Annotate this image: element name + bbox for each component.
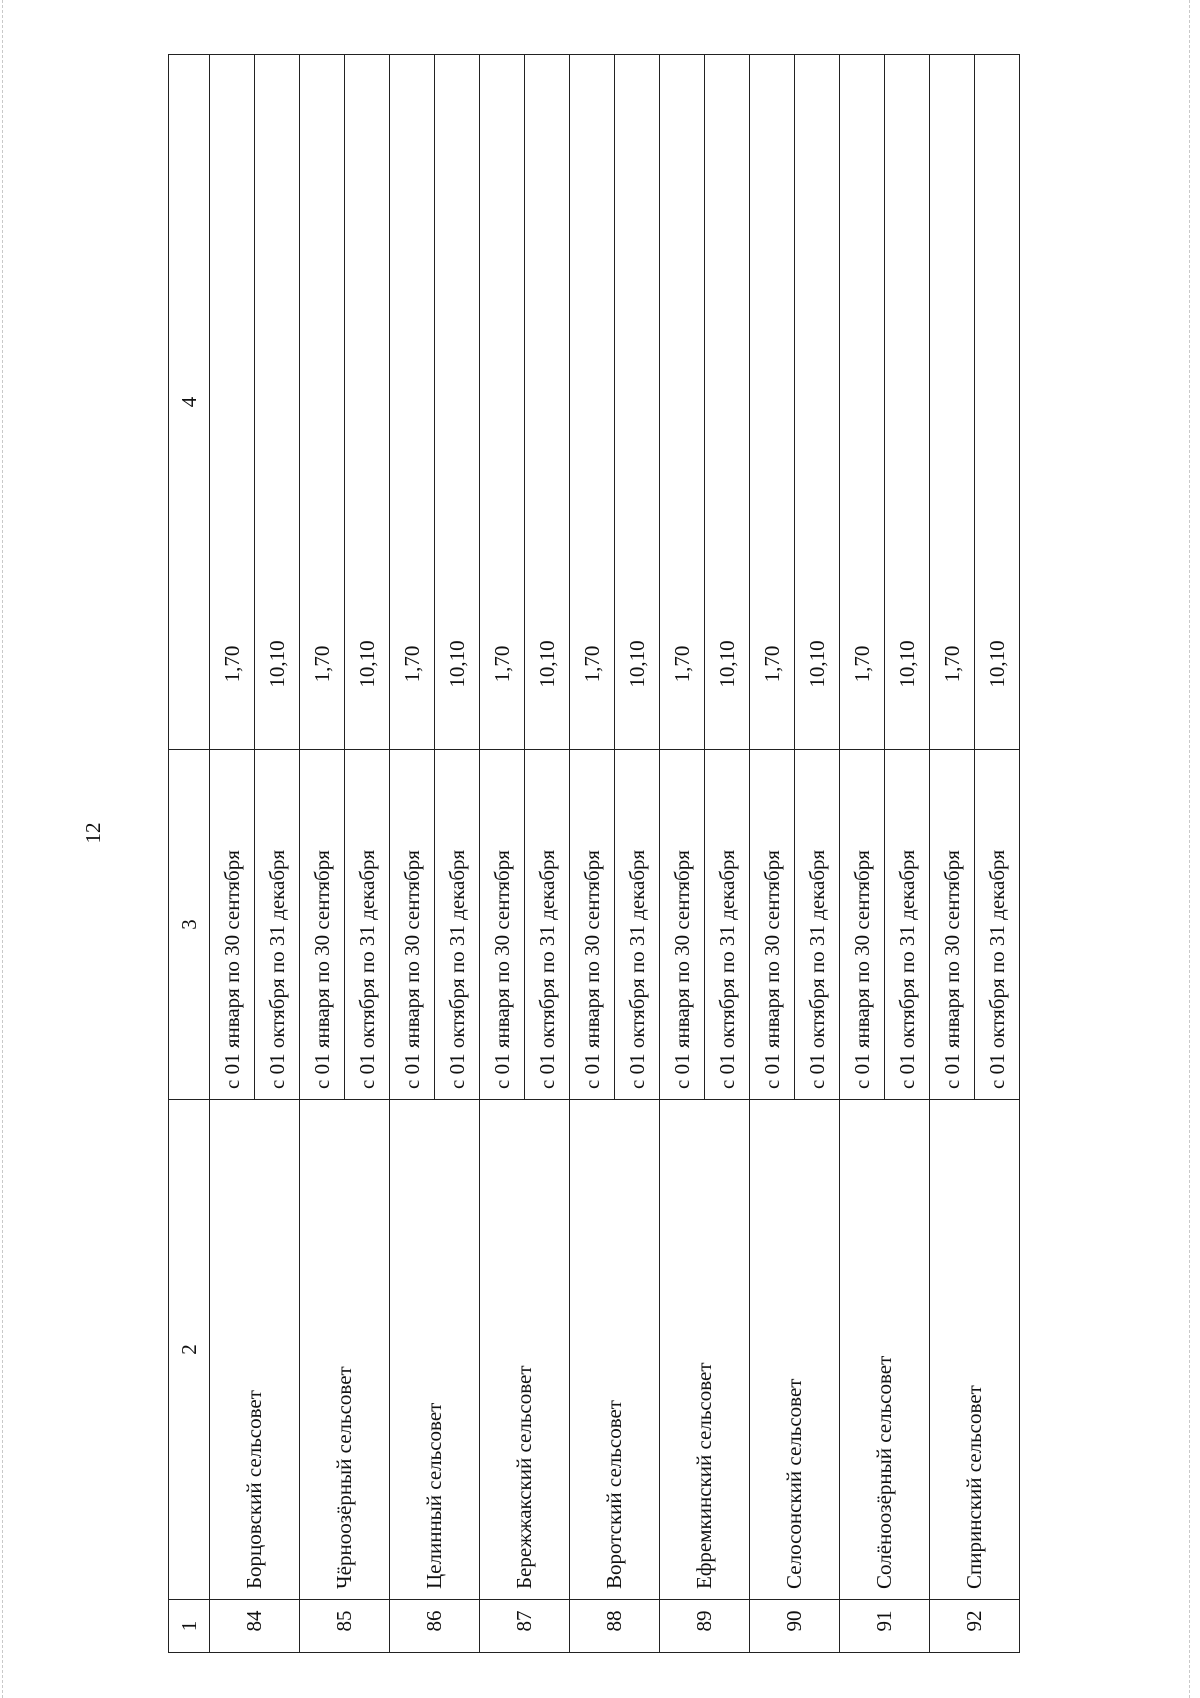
row-number-cell: 91 <box>840 1600 930 1653</box>
value-cell <box>885 55 930 750</box>
row-number-cell: 86 <box>390 1600 480 1653</box>
value-cell <box>615 55 660 750</box>
table-row <box>570 55 615 1653</box>
value-text: 10,10 <box>534 640 559 688</box>
value-cell <box>255 55 300 750</box>
value-cell <box>930 55 975 750</box>
value-text: 10,10 <box>804 640 829 688</box>
period-cell: с 01 октября по 31 декабря <box>705 750 750 1100</box>
period-cell: с 01 января по 30 сентября <box>480 750 525 1100</box>
tariff-table <box>168 54 1020 1653</box>
header-col-1: 1 <box>169 1600 210 1653</box>
header-col-3: 3 <box>169 750 210 1100</box>
row-number-cell: 85 <box>300 1600 390 1653</box>
value-cell <box>975 55 1020 750</box>
table-row <box>210 55 255 1653</box>
value-text: 1,70 <box>669 645 694 683</box>
table-row <box>660 55 705 1653</box>
period-cell: с 01 января по 30 сентября <box>660 750 705 1100</box>
row-number-cell: 89 <box>660 1600 750 1653</box>
header-col-2: 2 <box>169 1100 210 1600</box>
value-cell <box>525 55 570 750</box>
row-number-cell: 84 <box>210 1600 300 1653</box>
page-number: 12 <box>81 822 105 844</box>
value-cell <box>390 55 435 750</box>
period-cell: с 01 октября по 31 декабря <box>795 750 840 1100</box>
value-text: 1,70 <box>309 645 334 683</box>
settlement-name-cell: Ефремкинский сельсовет <box>660 1100 750 1600</box>
value-cell <box>300 55 345 750</box>
settlement-name-cell: Воротский сельсовет <box>570 1100 660 1600</box>
value-cell <box>480 55 525 750</box>
value-cell <box>435 55 480 750</box>
value-cell <box>750 55 795 750</box>
period-cell: с 01 октября по 31 декабря <box>885 750 930 1100</box>
table-row <box>390 55 435 1653</box>
settlement-name-cell: Солёноозёрный сельсовет <box>840 1100 930 1600</box>
value-text: 10,10 <box>264 640 289 688</box>
settlement-name-cell: Селосонский сельсовет <box>750 1100 840 1600</box>
row-number-cell: 92 <box>930 1600 1020 1653</box>
header-col-4: 4 <box>169 55 210 750</box>
value-cell <box>705 55 750 750</box>
settlement-name-cell: Целинный сельсовет <box>390 1100 480 1600</box>
value-text: 10,10 <box>714 640 739 688</box>
value-text: 1,70 <box>939 645 964 683</box>
period-cell: с 01 января по 30 сентября <box>930 750 975 1100</box>
value-text: 1,70 <box>399 645 424 683</box>
value-text: 1,70 <box>849 645 874 683</box>
value-cell <box>345 55 390 750</box>
row-number-cell: 88 <box>570 1600 660 1653</box>
period-cell: с 01 января по 30 сентября <box>210 750 255 1100</box>
period-cell: с 01 января по 30 сентября <box>750 750 795 1100</box>
period-cell: с 01 октября по 31 декабря <box>615 750 660 1100</box>
value-text: 10,10 <box>444 640 469 688</box>
scan-edge-left <box>2 0 3 1698</box>
period-cell: с 01 января по 30 сентября <box>840 750 885 1100</box>
table-row <box>300 55 345 1653</box>
value-text: 10,10 <box>984 640 1009 688</box>
period-cell: с 01 октября по 31 декабря <box>255 750 300 1100</box>
settlement-name-cell: Чёрноозёрный сельсовет <box>300 1100 390 1600</box>
table-row <box>750 55 795 1653</box>
settlement-name-cell: Борцовский сельсовет <box>210 1100 300 1600</box>
period-cell: с 01 января по 30 сентября <box>570 750 615 1100</box>
period-cell: с 01 октября по 31 декабря <box>525 750 570 1100</box>
value-cell <box>570 55 615 750</box>
value-cell <box>840 55 885 750</box>
scan-edge-right <box>1189 0 1190 1698</box>
period-cell: с 01 октября по 31 декабря <box>975 750 1020 1100</box>
value-text: 10,10 <box>894 640 919 688</box>
value-cell <box>660 55 705 750</box>
row-number-cell: 90 <box>750 1600 840 1653</box>
period-cell: с 01 января по 30 сентября <box>390 750 435 1100</box>
period-cell: с 01 октября по 31 декабря <box>435 750 480 1100</box>
settlement-name-cell: Спиринский сельсовет <box>930 1100 1020 1600</box>
rotated-table-container <box>168 55 1064 1653</box>
table-row <box>480 55 525 1653</box>
value-text: 1,70 <box>579 645 604 683</box>
value-cell <box>210 55 255 750</box>
value-text: 1,70 <box>489 645 514 683</box>
value-cell <box>795 55 840 750</box>
period-cell: с 01 января по 30 сентября <box>300 750 345 1100</box>
value-text: 10,10 <box>624 640 649 688</box>
row-number-cell: 87 <box>480 1600 570 1653</box>
period-cell: с 01 октября по 31 декабря <box>345 750 390 1100</box>
settlement-name-cell: Бережжакский сельсовет <box>480 1100 570 1600</box>
value-text: 1,70 <box>759 645 784 683</box>
value-text: 1,70 <box>219 645 244 683</box>
value-text: 10,10 <box>354 640 379 688</box>
table-row <box>840 55 885 1653</box>
table-row <box>930 55 975 1653</box>
table-header-row <box>169 55 210 1653</box>
